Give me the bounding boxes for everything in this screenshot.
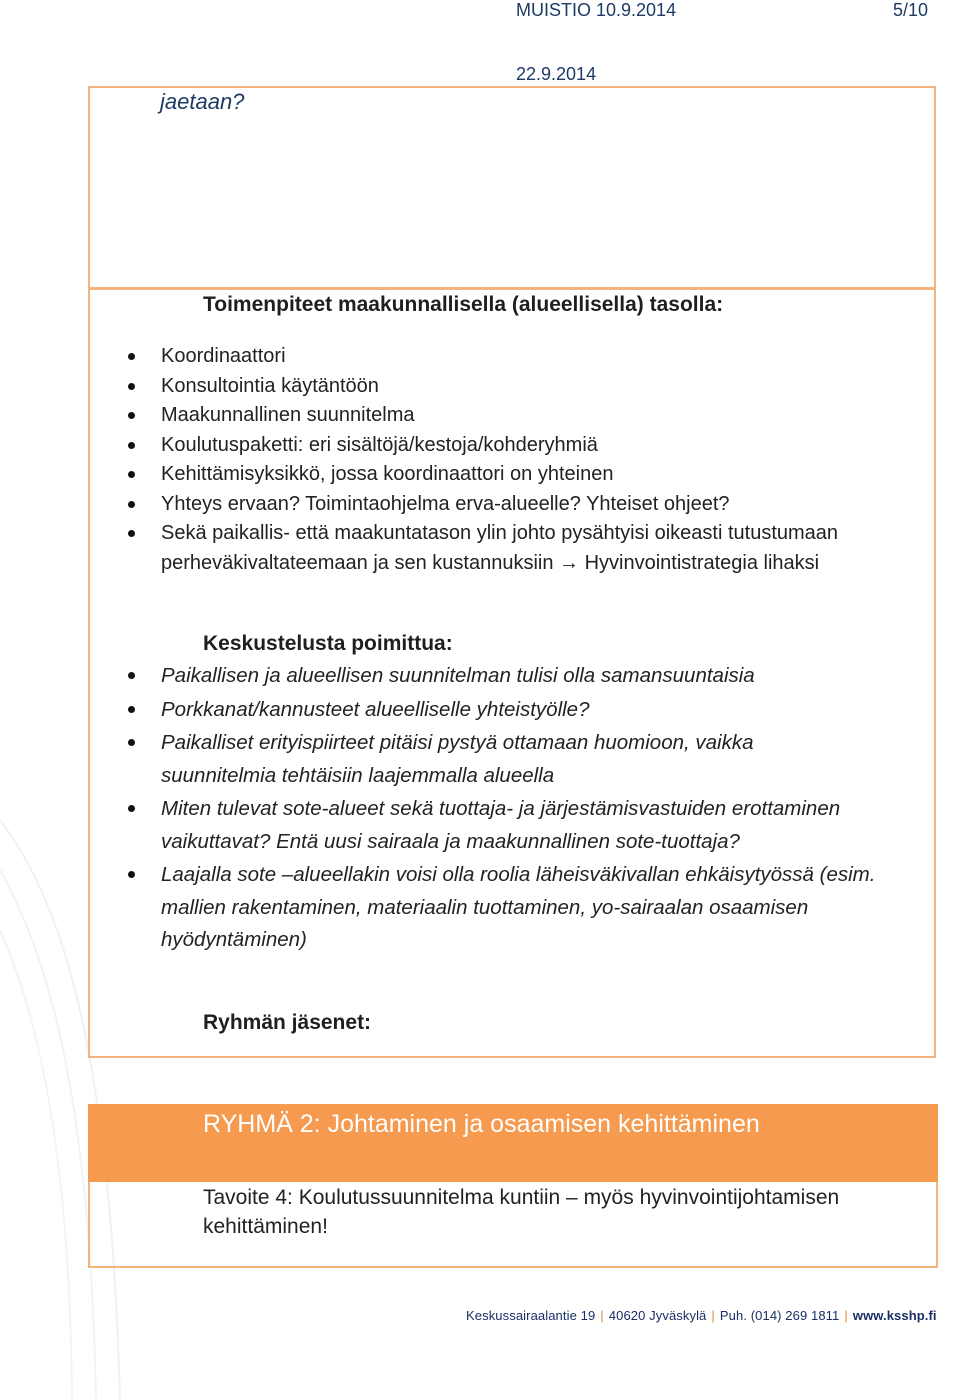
list-item: Konsultointia käytäntöön <box>128 372 888 402</box>
list-item: Yhteys ervaan? Toimintaohjelma erva-alueelle? Yhteiset ohjeet? <box>128 490 888 520</box>
list-item: Koulutuspaketti: eri sisältöjä/kestoja/kohderyhmiä <box>128 431 888 461</box>
footer-address: Keskussairaalantie 19 <box>466 1308 596 1323</box>
footer-web[interactable]: www.ksshp.fi <box>852 1308 937 1323</box>
list-item: Paikalliset erityispiirteet pitäisi pystyä ottamaan huomioon, vaikka suunnitelmia tehtäisiin laajemmalla alueella <box>128 727 871 792</box>
memo-label: MUISTIO 10.9.2014 <box>516 0 677 20</box>
group2-goal: Tavoite 4: Koulutussuunnitelma kuntiin – myös hyvinvointijohtamisen kehittäminen! <box>203 1186 840 1238</box>
fragment-text: jaetaan? <box>160 89 245 114</box>
footer-postal: 40620 Jyväskylä <box>608 1308 707 1323</box>
list-item: Porkkanat/kannusteet alueelliselle yhteistyölle? <box>128 694 898 727</box>
group2-title: RYHMÄ 2: Johtaminen ja osaamisen kehittäminen <box>203 1110 760 1138</box>
section2-title: Keskustelusta poimittua: <box>203 632 453 655</box>
section1-list <box>128 342 888 578</box>
list-item: Koordinaattori <box>128 342 888 372</box>
list-item: Sekä paikallis- että maakuntatason ylin johto pysähtyisi oikeasti tutustumaan perheväkivaltateemaan ja sen kustannuksiin → Hyvinvointistrategia lihaksi <box>128 519 851 578</box>
top-frame <box>88 86 936 289</box>
members-title: Ryhmän jäsenet: <box>203 1011 372 1034</box>
list-item: Paikallisen ja alueellisen suunnitelman tulisi olla samansuuntaisia <box>128 660 898 693</box>
footer-contact: Keskussairaalantie 19 | 40620 Jyväskylä | Puh. (014) 269 1811 | www.ksshp.fi <box>466 1308 937 1323</box>
list-item: Laajalla sote –alueellakin voisi olla roolia läheisväkivallan ehkäisytyössä (esim. mallien rakentaminen, materiaalin tuottaminen, yo-sairaalan osaamisen hyödyntäminen) <box>128 859 931 957</box>
date-label: 22.9.2014 <box>516 64 597 84</box>
section1-title: Toimenpiteet maakunnallisella (alueellisella) tasolla: <box>203 293 724 316</box>
section2-list <box>128 660 898 958</box>
footer-phone: Puh. (014) 269 1811 <box>719 1308 840 1323</box>
page-number: 5/10 <box>893 0 929 20</box>
list-item: Kehittämisyksikkö, jossa koordinaattori on yhteinen <box>128 460 888 490</box>
list-item: Miten tulevat sote-alueet sekä tuottaja- ja järjestämisvastuiden erottaminen vaikuttavat? Entä uusi sairaala ja maakunnallinen sote-tuottaja? <box>128 793 906 858</box>
list-item: Maakunnallinen suunnitelma <box>128 401 888 431</box>
